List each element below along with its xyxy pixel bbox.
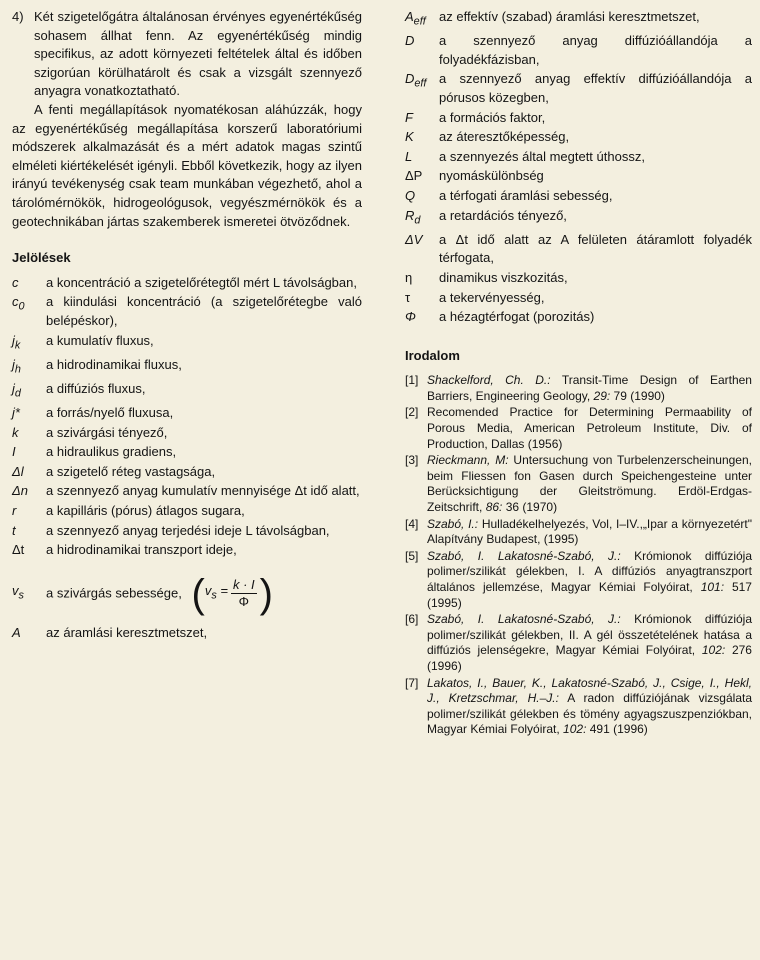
- symbol: r: [12, 503, 17, 519]
- notation-item: [12, 293, 362, 330]
- notation-item: [405, 231, 752, 268]
- notation-item: [405, 308, 752, 327]
- reference-tail: 276 (1996): [427, 643, 752, 673]
- symbol-description: az áteresztőképesség,: [439, 129, 570, 145]
- reference-number: [4]: [405, 516, 419, 531]
- right-column: [405, 8, 752, 739]
- symbol-description: a hidraulikus gradiens,: [46, 444, 177, 460]
- notation-item: [405, 289, 752, 308]
- symbol: $j_k$: [12, 332, 21, 352]
- symbol-description: a szennyezés által megtett úthossz,: [439, 148, 645, 164]
- symbol-description: a hézagtérfogat (porozitás): [439, 309, 595, 325]
- notation-item: [405, 109, 752, 128]
- reference-author: Shackelford, Ch. D.:: [427, 373, 551, 388]
- reference-item: [405, 373, 752, 404]
- reference-body: Krómionok diffúziója polimer/szilikát gélekben, II. A gél összetételének hatása a diffúziós jelenségekre, Magyar Kémiai Folyóirat,: [427, 612, 752, 658]
- symbol: Φ: [405, 309, 416, 325]
- reference-number: [5]: [405, 548, 419, 563]
- reference-item: [405, 517, 752, 548]
- symbol: t: [12, 522, 16, 538]
- reference-body: Untersuchung von Turbelenzerscheinungen, beim Fliessen fon Gasen durch Speichengesteine unter Berücksichtigung der Gleitströmung. Erdöl-Erdgas-Zeitschrift,: [427, 453, 752, 515]
- point-number: 4): [12, 9, 24, 24]
- right-paren: ): [259, 571, 273, 616]
- reference-body: A radon diffúziójának vizsgálata polimer/szilikát gélekben és tömény agyagszuszpenziókban, Magyar Kémiai Folyóirat,: [427, 691, 753, 737]
- symbol-description: a szivárgási tényező,: [46, 424, 168, 440]
- notation-item: [12, 624, 362, 643]
- reference-number: [2]: [405, 405, 419, 420]
- formula-fraction: [231, 577, 257, 610]
- reference-text: [427, 517, 752, 548]
- reference-number: [7]: [405, 675, 419, 690]
- notation-item: [405, 128, 752, 147]
- notation-item: [405, 148, 752, 167]
- notation-item: [12, 404, 362, 423]
- symbol-description: a formációs faktor,: [439, 109, 546, 125]
- symbol-description: a kiindulási koncentráció (a szigetelőrétegbe való belépéskor),: [46, 294, 362, 328]
- notation-item: [405, 70, 752, 107]
- symbol-description: a kumulatív fluxus,: [46, 332, 154, 348]
- reference-body: Recomended Practice for Determining Permaability of Porous Media, American Petroleum Institute, Div. of Production, Dallas (1956): [427, 405, 752, 451]
- reference-body: Transit-Time Design of Earthen Barriers, Engineering Geology,: [427, 373, 752, 403]
- symbol: Q: [405, 187, 416, 203]
- symbol: F: [405, 109, 413, 125]
- symbol: $j_d$: [12, 380, 21, 400]
- symbol-description: a retardációs tényező,: [439, 207, 567, 223]
- symbol: k: [12, 424, 19, 440]
- symbol: $c_0$: [12, 294, 25, 313]
- symbol: η: [405, 269, 413, 285]
- reference-author: Szabó, I. Lakatosné-Szabó, J.:: [427, 612, 621, 627]
- references-list: [405, 373, 752, 738]
- reference-volume: 86:: [485, 500, 503, 515]
- velocity-description-wrap: [46, 571, 362, 616]
- symbol: ΔP: [405, 168, 423, 184]
- symbol: Δt: [12, 542, 25, 558]
- symbol-description: a szennyező anyag diffúzióállandója a folyadékfázisban,: [439, 33, 752, 67]
- notation-item: [12, 424, 362, 443]
- reference-item: [405, 676, 752, 738]
- notation-item: [12, 332, 362, 355]
- symbol: I: [12, 444, 16, 460]
- symbol: τ: [405, 289, 411, 305]
- symbol-description: nyomáskülönbség: [439, 168, 544, 184]
- reference-text: [427, 676, 752, 738]
- symbol-description: a koncentráció a szigetelőrétegtől mért L távolságban,: [46, 274, 357, 290]
- formula-lhs: $v_s$ =: [204, 583, 228, 602]
- symbol-description: a hidrodinamikai transzport ideje,: [46, 542, 237, 558]
- symbol: K: [405, 129, 414, 145]
- symbol-description: az áramlási keresztmetszet,: [46, 624, 208, 640]
- fraction-numerator: k · I: [232, 577, 255, 593]
- symbol: D: [405, 33, 415, 49]
- notation-item: [405, 8, 752, 31]
- notation-list-right: [405, 8, 752, 327]
- symbol-description: a szennyező anyag terjedési ideje L távolságban,: [46, 522, 330, 538]
- notation-item: [12, 274, 362, 293]
- reference-author: Szabó, I.:: [427, 516, 479, 531]
- reference-text: [427, 405, 752, 452]
- symbol-description: dinamikus viszkozitás,: [439, 269, 568, 285]
- symbol: ΔV: [405, 231, 423, 247]
- symbol: Δn: [12, 483, 28, 499]
- reference-tail: 79 (1990): [610, 388, 665, 403]
- symbol: Δl: [12, 463, 24, 479]
- notation-item: [405, 167, 752, 186]
- fraction-denominator: Φ: [238, 594, 249, 610]
- reference-volume: 101:: [700, 580, 725, 594]
- symbol: A: [12, 624, 21, 640]
- reference-tail: 491 (1996): [586, 722, 648, 737]
- summary-paragraph: A fenti megállapítások nyomatékosan aláhúzzák, hogy az egyenértékűség megállapítása korszerű laboratóriumi módszerek alkalmazását és a mért adatok magas szintű elméleti kiértékelését igényli. Ebből következik, hogy az ilyen irányú tevékenység csak team munkában végezhető, ahol a tárolómérnökök, hidrogeológusok, vegyészmérnökök és a geotechnikában jártas szakemberek ismeretei ötvöződnek.: [12, 101, 362, 229]
- velocity-formula: [191, 571, 273, 616]
- notation-item: [12, 482, 362, 501]
- reference-number: [1]: [405, 373, 419, 388]
- reference-text: [427, 612, 752, 674]
- reference-author: Szabó, I. Lakatosné-Szabó, J.:: [427, 548, 621, 563]
- symbol: c: [12, 274, 19, 290]
- reference-volume: 102:: [701, 643, 726, 658]
- symbol-description: a térfogati áramlási sebesség,: [439, 187, 613, 203]
- reference-author: Lakatos, I., Bauer, K., Lakatosné-Szabó, J., Csige, I., Hekl, J., Kretzschmar, H.–J.:: [427, 675, 752, 706]
- reference-number: [6]: [405, 612, 419, 627]
- symbol-description: az effektív (szabad) áramlási keresztmetszet,: [439, 9, 700, 24]
- notation-item: [12, 541, 362, 560]
- symbol: L: [405, 148, 413, 164]
- reference-author: Rieckmann, M:: [427, 453, 509, 468]
- symbol-description: a hidrodinamikai fluxus,: [46, 356, 182, 372]
- symbol-description: a forrás/nyelő fluxusa,: [46, 405, 174, 421]
- reference-tail: 517 (1995): [427, 580, 752, 610]
- references-heading: Irodalom: [405, 347, 460, 363]
- symbol: $D_{eff}$: [405, 71, 427, 90]
- reference-volume: 102:: [563, 722, 587, 737]
- reference-text: [427, 549, 752, 611]
- symbol: $A_{eff}$: [405, 9, 426, 28]
- symbol-description: a kapilláris (pórus) átlagos sugara,: [46, 503, 245, 519]
- symbol: $v_s$: [12, 583, 24, 602]
- notation-item-velocity: [12, 571, 362, 616]
- point-text: Két szigetelőgátra általánosan érvényes egyenértékűség sohasem állhat fenn. Az egyenértékűség mindig specifikus, az adott környezeti feltételek által és időben szigorúan körülhatárolt és csak a vizsgált szennyező anyagra vonatkoztatható.: [34, 9, 362, 99]
- reference-tail: 36 (1970): [502, 500, 558, 515]
- symbol: $j_h$: [12, 356, 21, 376]
- reference-body: Hulladékelhelyezés, Vol, I–IV.,„Ipar a környezetért" Alapítvány Budapest, (1995): [427, 516, 752, 547]
- notation-item: [405, 207, 752, 230]
- symbol: j*: [12, 405, 20, 421]
- symbol-description: a szennyező anyag kumulatív mennyisége Δt idő alatt,: [46, 483, 360, 499]
- reference-number: [3]: [405, 453, 419, 468]
- symbol-description: a tekervényesség,: [439, 289, 545, 305]
- notation-item: [405, 269, 752, 288]
- symbol-description: a diffúziós fluxus,: [46, 380, 146, 396]
- symbol-description: a szennyező anyag effektív diffúzióállandója a pórusos közegben,: [439, 71, 752, 105]
- notation-item: [12, 522, 362, 541]
- symbol-description: a szigetelő réteg vastagsága,: [46, 463, 216, 479]
- notation-item: [405, 187, 752, 206]
- symbol-description: a szivárgás sebessége,: [46, 585, 182, 601]
- reference-item: [405, 549, 752, 611]
- notation-item: [12, 356, 362, 379]
- reference-item: [405, 612, 752, 674]
- reference-item: [405, 453, 752, 515]
- notation-list-left: [12, 274, 362, 643]
- left-paren: (: [191, 571, 205, 616]
- notation-item: [12, 443, 362, 462]
- notation-item: [12, 502, 362, 521]
- left-column: [12, 8, 362, 643]
- notation-heading: Jelölések: [12, 250, 71, 266]
- notation-item: [12, 463, 362, 482]
- reference-volume: 29:: [593, 388, 611, 403]
- symbol-description: a Δt idő alatt az A felületen átáramlott folyadék térfogata,: [439, 231, 752, 266]
- point-4: [12, 8, 362, 101]
- reference-text: [427, 373, 752, 404]
- symbol: $R_d$: [405, 207, 421, 227]
- reference-text: [427, 453, 752, 515]
- reference-item: [405, 405, 752, 452]
- reference-body: Krómionok diffúziója polimer/szilikát gélekben, I. A diffúziós anyagtranszport általános jellemzése, Magyar Kémiai Folyóirat,: [427, 548, 752, 594]
- notation-item: [12, 380, 362, 403]
- notation-item: [405, 32, 752, 69]
